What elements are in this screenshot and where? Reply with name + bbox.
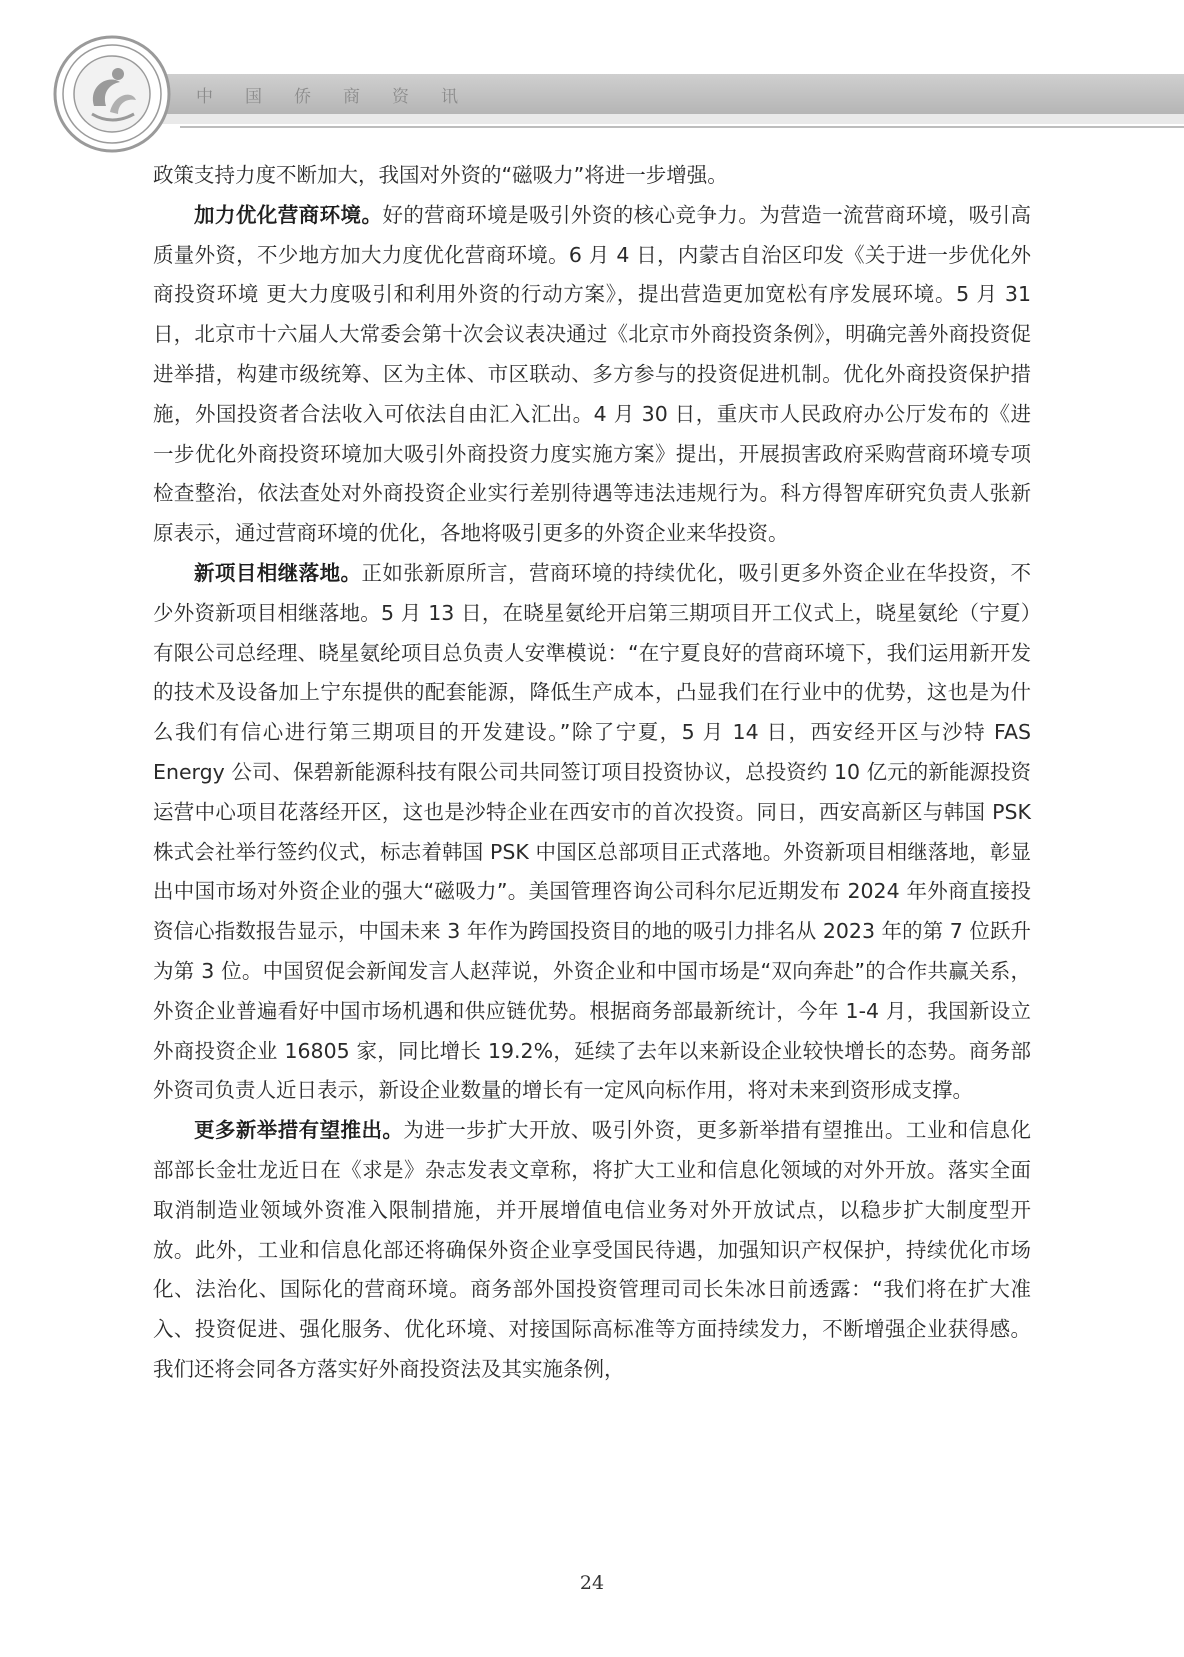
association-logo-icon — [52, 34, 172, 154]
article-body — [153, 156, 1031, 1390]
page-number: 24 — [579, 1572, 605, 1594]
paragraph-3-text: 正如张新原所言，营商环境的持续优化，吸引更多外资企业在华投资，不少外资新项目相继落地。5 月 13 日，在晓星氨纶开启第三期项目开工仪式上，晓星氨纶（宁夏）有限公司总经理、晓星氨纶项目总负责人安準模说：“在宁夏良好的营商环境下，我们运用新开发的技术及设备加上宁东提供的配套能源，降低生产成本，凸显我们在行业中的优势，这也是为什么我们有信心进行第三期项目的开发建设。”除了宁夏，5 月 14 日，西安经开区与沙特 FAS Energy 公司、保碧新能源科技有限公司共同签订项目投资协议，总投资约 10 亿元的新能源投资运营中心项目花落经开区，这也是沙特企业在西安市的首次投资。同日，西安高新区与韩国 PSK 株式会社举行签约仪式，标志着韩国 PSK 中国区总部项目正式落地。外资新项目相继落地，彰显出中国市场对外资企业的强大“磁吸力”。美国管理咨询公司科尔尼近期发布 2024 年外商直接投资信心指数报告显示，中国未来 3 年作为跨国投资目的地的吸引力排名从 2023 年的第 7 位跃升为第 3 位。中国贸促会新闻发言人赵萍说，外资企业和中国市场是“双向奔赴”的合作共赢关系，外资企业普遍看好中国市场机遇和供应链优势。根据商务部最新统计，今年 1-4 月，我国新设立外商投资企业 16805 家，同比增长 19.2%，延续了去年以来新设企业较快增长的态势。商务部外资司负责人近日表示，新设企业数量的增长有一定风向标作用，将对未来到资形成支撑。 — [153, 560, 1032, 1103]
paragraph-3-heading: 新项目相继落地。 — [194, 560, 362, 585]
header-title: 中国侨商资讯 — [196, 87, 490, 107]
header-rule — [180, 126, 1184, 128]
paragraph-4-text: 为进一步扩大开放、吸引外资，更多新举措有望推出。工业和信息化部部长金壮龙近日在《求是》杂志发表文章称，将扩大工业和信息化领域的对外开放。落实全面取消制造业领域外资准入限制措施，并开展增值电信业务对外开放试点，以稳步扩大制度型开放。此外，工业和信息化部还将确保外资企业享受国民待遇，加强知识产权保护，持续优化市场化、法治化、国际化的营商环境。商务部外国投资管理司司长朱冰日前透露：“我们将在扩大准入、投资促进、强化服务、优化环境、对接国际高标准等方面持续发力，不断增强企业获得感。我们还将会同各方落实好外商投资法及其实施条例， — [153, 1118, 1031, 1381]
page-header — [0, 0, 1184, 150]
header-band-lower — [105, 114, 1184, 124]
paragraph-2-heading: 加力优化营商环境。 — [194, 202, 383, 227]
paragraph-4 — [153, 1111, 1031, 1390]
paragraph-4-heading: 更多新举措有望推出。 — [194, 1118, 404, 1143]
paragraph-2 — [153, 196, 1031, 554]
paragraph-3 — [153, 554, 1031, 1111]
paragraph-1-text: 政策支持力度不断加大，我国对外资的“磁吸力”将进一步增强。 — [153, 163, 728, 187]
paragraph-2-text: 好的营商环境是吸引外资的核心竞争力。为营造一流营商环境，吸引高质量外资，不少地方加大力度优化营商环境。6 月 4 日，内蒙古自治区印发《关于进一步优化外商投资环境 更大力度吸引和利用外资的行动方案》，提出营造更加宽松有序发展环境。5 月 31 日，北京市十六届人大常委会第十次会议表决通过《北京市外商投资条例》，明确完善外商投资促进举措，构建市级统筹、区为主体、市区联动、多方参与的投资促进机制。优化外商投资保护措施，外国投资者合法收入可依法自由汇入汇出。4 月 30 日，重庆市人民政府办公厅发布的《进一步优化外商投资环境加大吸引外商投资力度实施方案》提出，开展损害政府采购营商环境专项检查整治，依法查处对外商投资企业实行差别待遇等违法违规行为。科方得智库研究负责人张新原表示，通过营商环境的优化，各地将吸引更多的外资企业来华投资。 — [153, 202, 1032, 546]
paragraph-1 — [153, 156, 1031, 196]
